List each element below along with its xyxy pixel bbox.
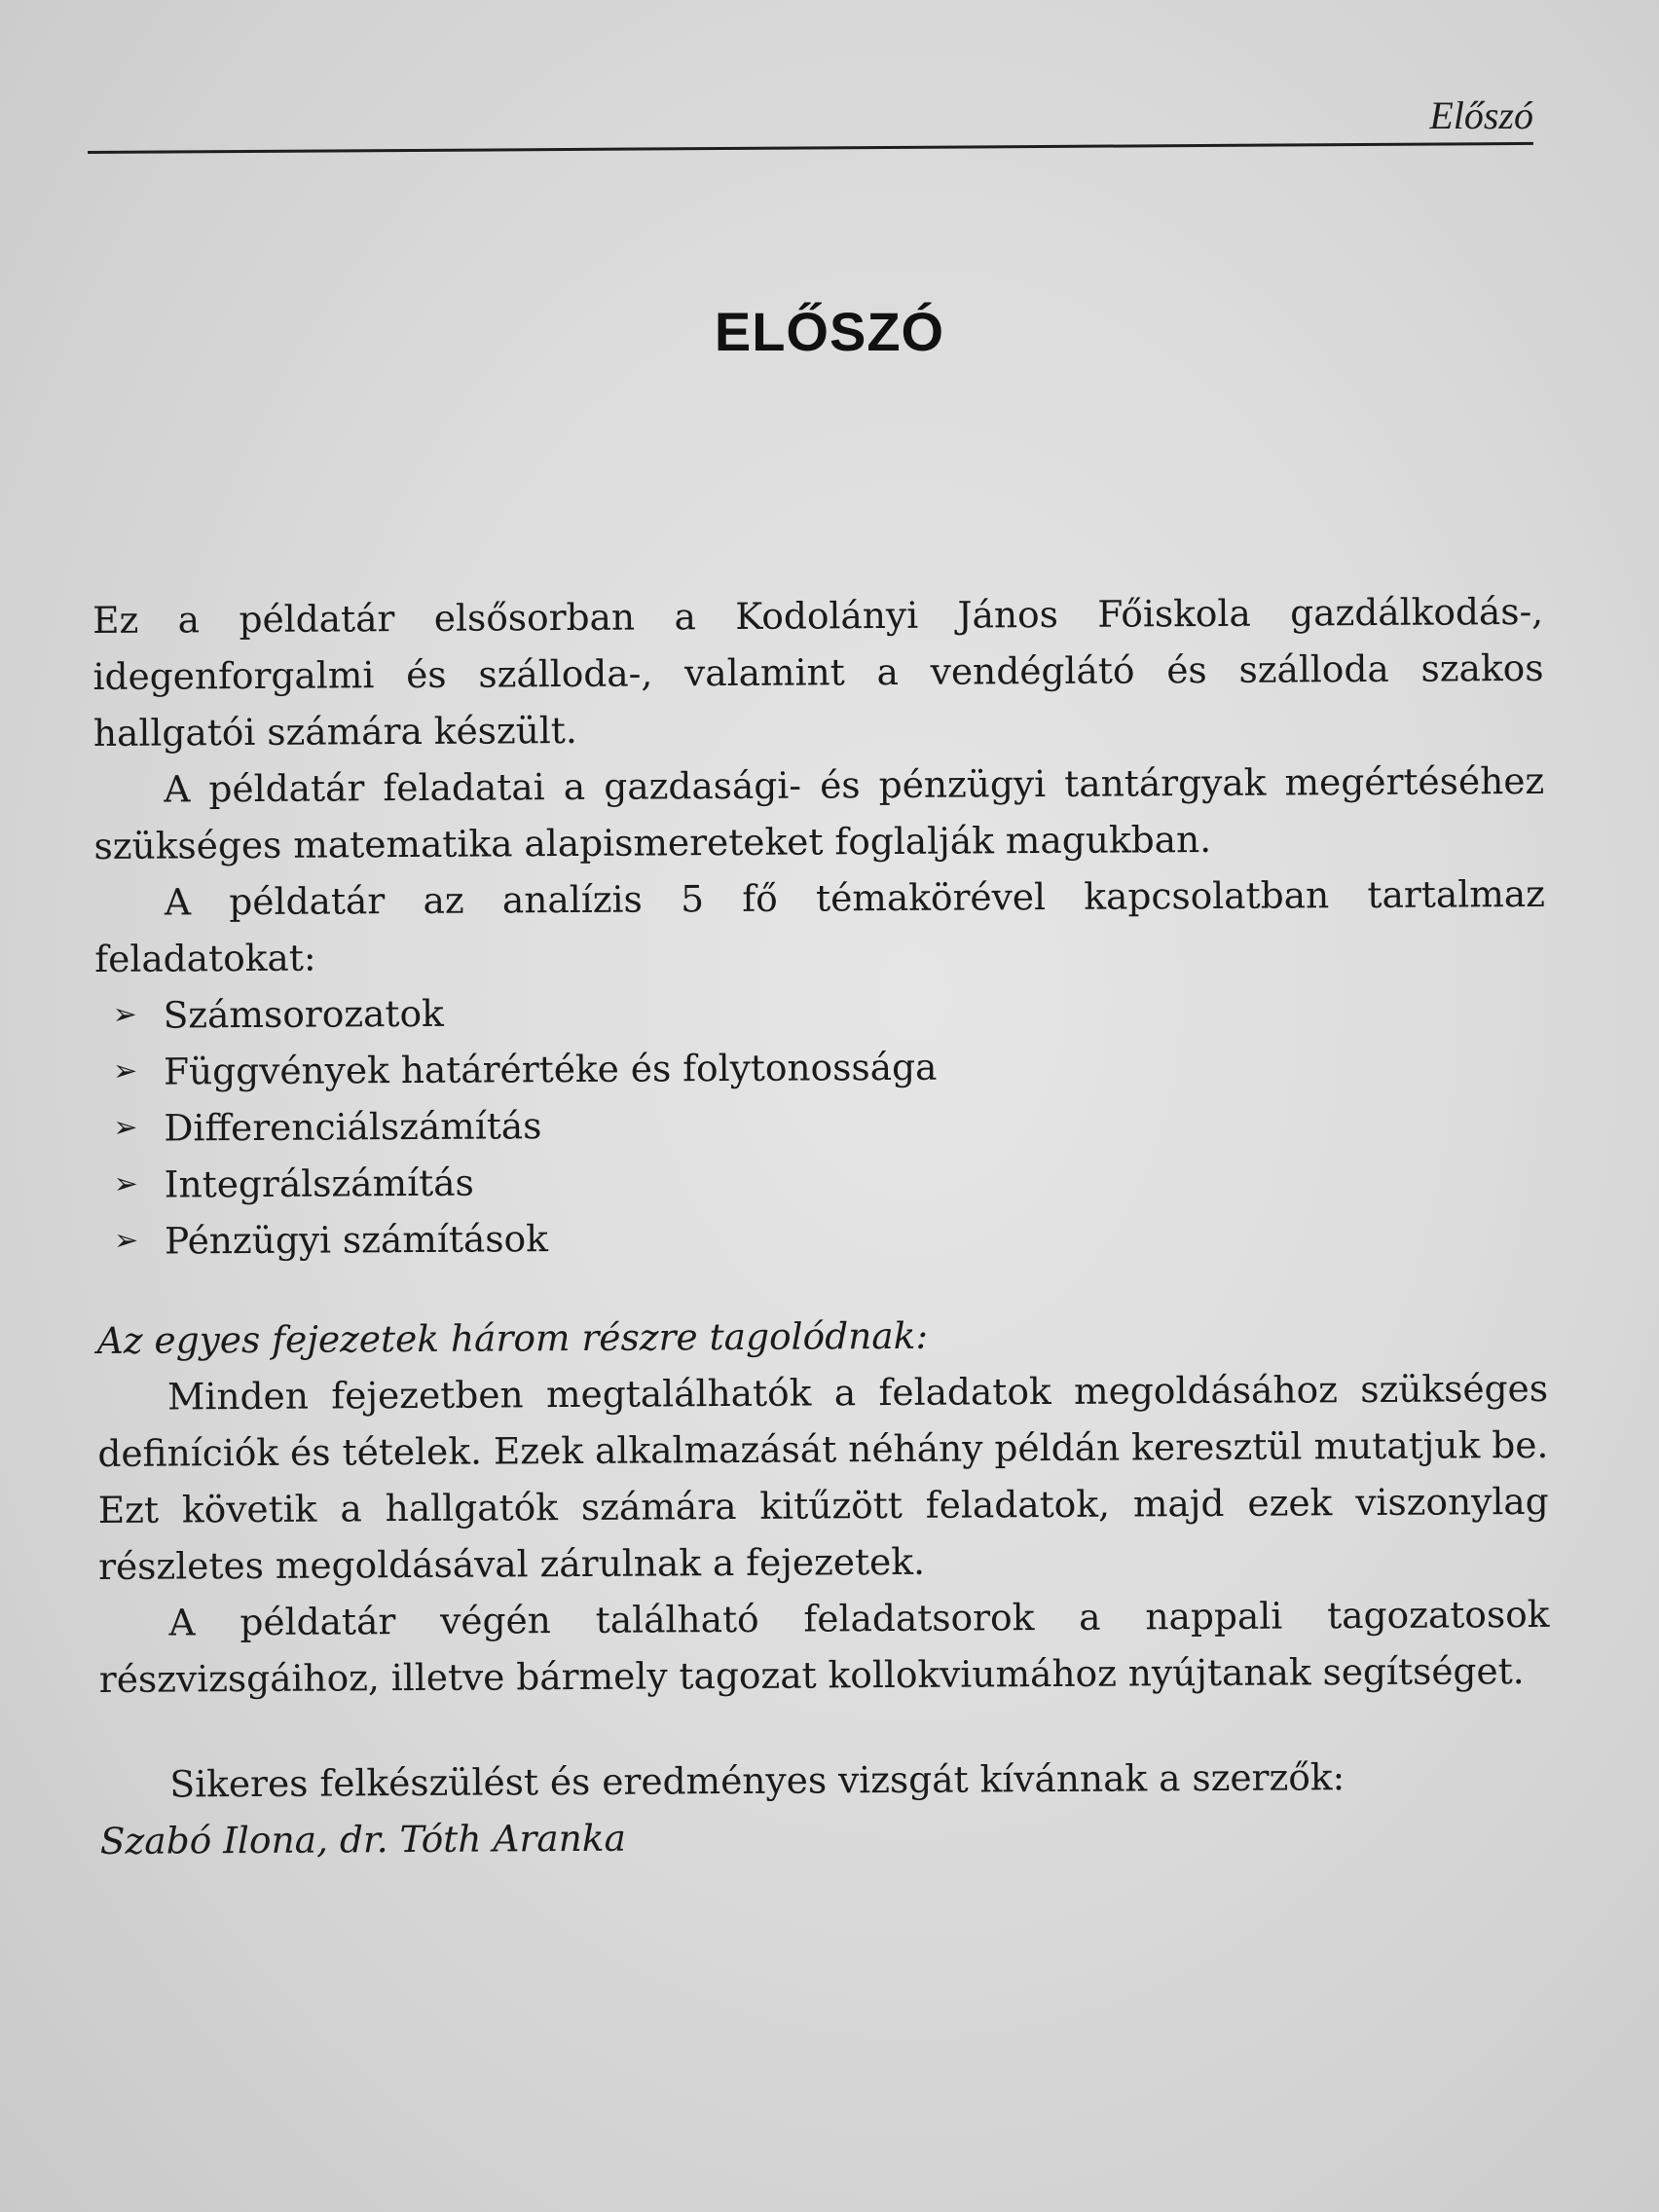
list-item (96, 1148, 1547, 1213)
page-body (92, 583, 1551, 1869)
list-item (96, 1204, 1547, 1270)
intro-paragraph-3: A példatár az analízis 5 fő témakörével kapcsolatban tartalmaz feladatokat: (94, 871, 1546, 980)
topic-label: Függvények határértéke és folytonossága (163, 1045, 938, 1093)
structure-paragraph-1: Minden fejezetben megtalálhatók a feladatok megoldásához szükséges definíciók és tételek. Ezek alkalmazását néhány példán keresztül mutatjuk be. Ezt követik a hallgatók számára kitűzött feladatok, majd ezek viszonylag részletes megoldásával zárulnak a fejezetek. (97, 1366, 1549, 1588)
topic-label: Integrálszámítás (164, 1161, 474, 1206)
topic-label: Számsorozatok (163, 991, 444, 1037)
structure-paragraph-2: A példatár végén található feladatsorok a nappali tagozatosok részvizsgáihoz, illetve bármely tagozat kollokviumához nyújtanak segítséget. (98, 1592, 1550, 1701)
topic-label: Differenciálszámítás (164, 1104, 542, 1150)
intro-paragraph-2: A példatár feladatai a gazdasági- és pénzügyi tantárgyak megértéséhez szükséges matematika alapismereteket foglalják magukban. (93, 758, 1545, 867)
running-header (88, 92, 1533, 151)
intro-paragraph-1: Ez a példatár elsősorban a Kodolányi János Főiskola gazdálkodás-, idegenforgalmi és szálloda-, valamint a vendéglátó és szálloda szakos hallgatói számára készült. (92, 589, 1544, 755)
arrow-bullet-icon: ➢ (113, 1166, 138, 1201)
topic-label: Pénzügyi számítások (164, 1217, 548, 1263)
structure-heading: Az egyes fejezetek három részre tagolódnak: (96, 1313, 929, 1362)
running-title: Előszó (1429, 93, 1533, 137)
list-item (95, 1035, 1546, 1100)
arrow-bullet-icon: ➢ (113, 1223, 139, 1258)
spacer (99, 1699, 1550, 1756)
topic-list (94, 978, 1547, 1270)
closing-sentence: Sikeres felkészülést és eredményes vizsgát kívánnak a szerzők: (169, 1755, 1346, 1806)
chapter-title: ELŐSZÓ (714, 301, 945, 362)
author-signature: Szabó Ilona, dr. Tóth Aranka (99, 1816, 627, 1862)
arrow-bullet-icon: ➢ (112, 1053, 138, 1088)
arrow-bullet-icon: ➢ (112, 997, 137, 1032)
list-item (94, 978, 1545, 1044)
arrow-bullet-icon: ➢ (113, 1110, 138, 1145)
list-item (95, 1091, 1546, 1157)
